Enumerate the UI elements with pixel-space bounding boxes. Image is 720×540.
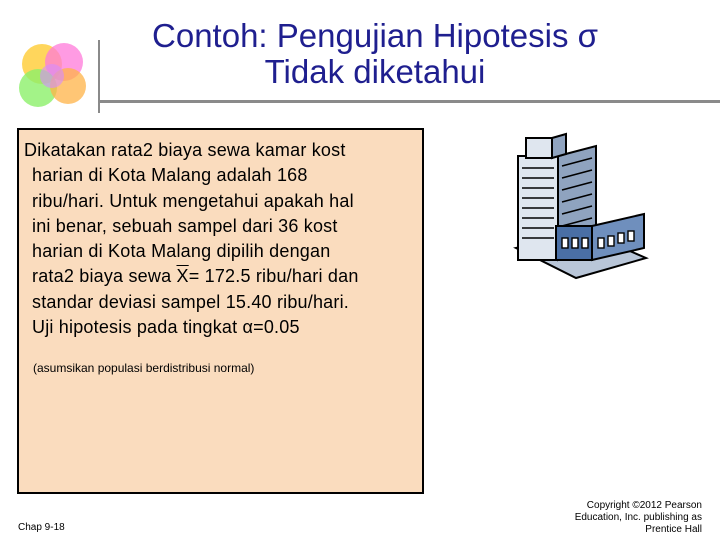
title-line-2: Tidak diketahui — [264, 53, 486, 90]
x-bar-symbol: $\overline{X}$ — [176, 266, 189, 287]
statement-line-6 — [24, 264, 424, 289]
statement-line-7: standar deviasi sampel 15.40 ribu/hari. — [32, 291, 349, 312]
statement-line-6-post: = 172.5 ribu/hari dan — [188, 266, 359, 287]
copyright-line-2: Education, Inc. publishing as — [574, 512, 702, 523]
statement-line-8: Uji hipotesis pada tingkat α=0.05 — [32, 317, 300, 338]
statement-line-3: ribu/hari. Untuk mengetahui apakah hal — [32, 190, 354, 211]
statement-line-2: harian di Kota Malang adalah 168 — [32, 165, 308, 186]
circles-logo-icon — [8, 40, 100, 112]
statement-line-4: ini benar, sebuah sampel dari 36 kost — [32, 215, 338, 236]
statement-line-1: Dikatakan rata2 biaya sewa kamar kost — [24, 140, 346, 160]
statement-line-6-pre: rata2 biaya sewa — [32, 266, 177, 287]
assumption-note: (asumsikan populasi berdistribusi normal) — [33, 361, 255, 375]
office-building-icon — [496, 128, 656, 288]
copyright-notice — [552, 500, 702, 536]
copyright-line-1: Copyright ©2012 Pearson — [586, 500, 702, 511]
title-line-1: Contoh: Pengujian Hipotesis σ — [152, 17, 598, 54]
slide-title — [100, 18, 650, 90]
copyright-line-3: Prentice Hall — [645, 524, 702, 535]
problem-statement — [24, 138, 424, 340]
statement-line-5: harian di Kota Malang dipilih dengan — [32, 241, 331, 262]
chapter-label: Chap 9-18 — [18, 522, 65, 533]
title-horizontal-rule — [100, 100, 720, 103]
